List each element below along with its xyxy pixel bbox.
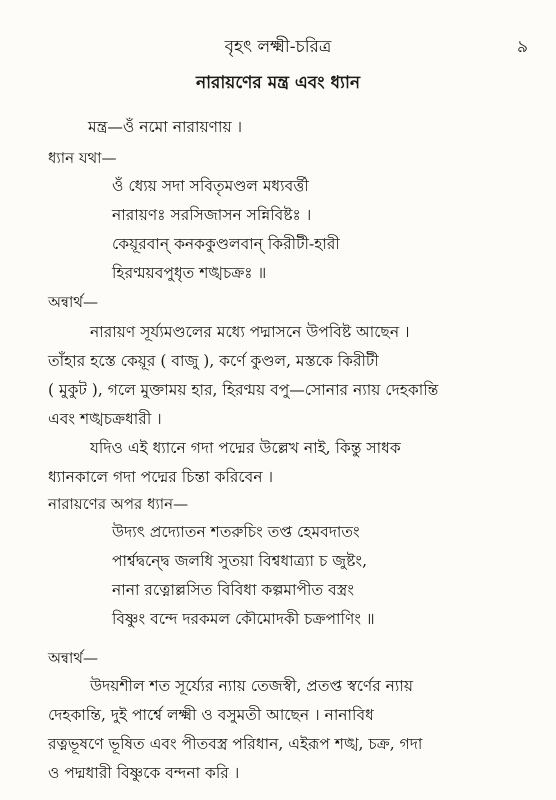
paragraph-line: দেহকান্তি, দুই পার্শ্বে লক্ষ্মী ও বসুমতী আছেন । নানাবিধ	[48, 706, 374, 724]
dhyan-verse	[112, 172, 340, 288]
anvartha-paragraph	[48, 318, 438, 434]
verse-line: পার্শ্বদ্বন্দ্বে জলধি সুতয়া বিশ্বধাত্র্যা চ জুষ্টং,	[112, 552, 368, 570]
page-number: ৯	[516, 37, 528, 57]
running-title: বৃহৎ লক্ষ্মী-চরিত্র	[224, 37, 332, 57]
verse-line: বিষ্ণুং বন্দে দরকমল কৌমোদকী চক্রপাণিং ॥	[112, 610, 375, 628]
verse-line: হিরণ্ময়বপুধৃত শঙ্খচক্রঃ ॥	[112, 264, 267, 282]
paragraph-line: যদিও এই ধ্যানে গদা পদ্মের উল্লেখ নাই, কিন্তু সাধক	[90, 439, 401, 457]
other-dhyan-label: নারায়ণের অপর ধ্যান—	[48, 495, 189, 513]
page-header	[0, 34, 556, 60]
paragraph-line: ধ্যানকালে গদা পদ্মের চিন্তা করিবেন ।	[48, 468, 273, 486]
verse-line: উদ্যৎ প্রদ্যোতন শতরুচিং তপ্ত হেমবদাতং	[112, 523, 360, 541]
verse-line: নানা রত্নোল্লসিত বিবিধা কল্পমাপীত বস্ত্রং	[112, 581, 355, 599]
paragraph-line: এবং শঙ্খচক্রধারী ।	[48, 410, 162, 428]
note-paragraph	[48, 434, 401, 492]
mantra-line: মন্ত্র—ওঁ নমো নারায়ণায় ।	[88, 118, 243, 136]
anvartha-label: অন্বার্থ—	[48, 293, 99, 311]
section-heading: নারায়ণের মন্ত্র এবং ধ্যান	[195, 73, 361, 93]
dhyan-label: ধ্যান যথা—	[48, 149, 117, 167]
verse-line: ওঁ ধ্যেয় সদা সবিতৃমণ্ডল মধ্যবর্ত্তী	[112, 177, 309, 195]
paragraph-line: উদয়শীল শত সূর্য্যের ন্যায় তেজস্বী, প্রতপ্ত স্বর্ণের ন্যায়	[90, 677, 414, 695]
anvartha-label: অন্বার্থ—	[48, 649, 99, 667]
paragraph-line: ও পদ্মধারী বিষ্ণুকে বন্দনা করি ।	[48, 764, 240, 782]
paragraph-line: রত্নভূষণে ভূষিত এবং পীতবস্ত্র পরিধান, এইরূপ শঙ্খ, চক্র, গদা	[48, 735, 423, 753]
other-dhyan-verse	[112, 518, 375, 634]
anvartha-paragraph	[48, 672, 422, 788]
paragraph-line: ( মুকুট ), গলে মুক্তাময় হার, হিরণ্ময় বপু—সোনার ন্যায় দেহকান্তি	[48, 381, 439, 399]
verse-line: কেয়ূরবান্ কনককুণ্ডলবান্ কিরীটী-হারী	[112, 235, 340, 253]
paragraph-line: নারায়ণ সূর্য্যমণ্ডলের মধ্যে পদ্মাসনে উপবিষ্ট আছেন ।	[90, 323, 410, 341]
verse-line: নারায়ণঃ সরসিজাসন সন্নিবিষ্টঃ ।	[112, 206, 312, 224]
paragraph-line: তাঁহার হস্তে কেয়ূর ( বাজু ), কর্ণে কুণ্ডল, মস্তকে কিরীটী	[48, 352, 379, 370]
